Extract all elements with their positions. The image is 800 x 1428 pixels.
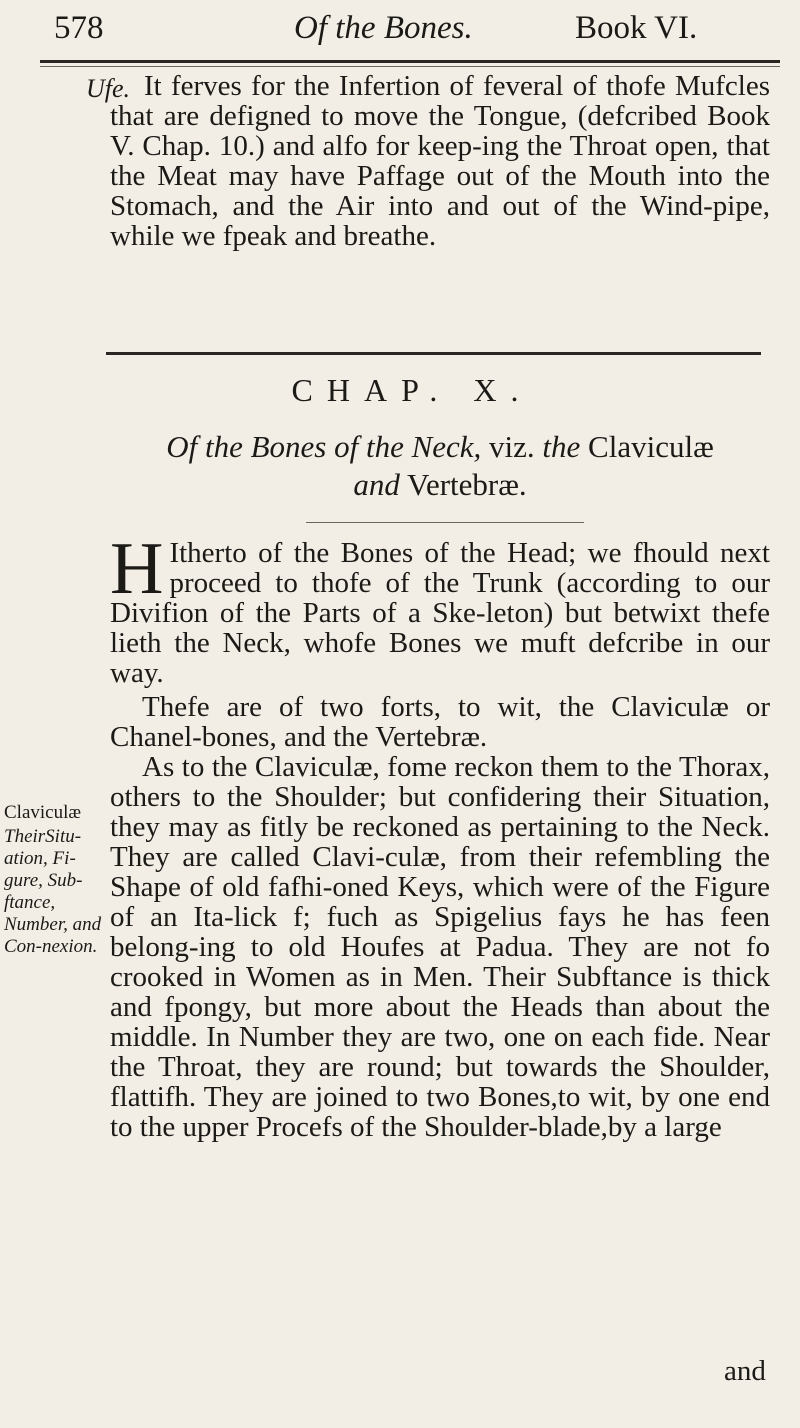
chapter-heading: CHAP. X. [291, 372, 533, 408]
chapter-title-and: and [353, 467, 400, 502]
chapter-title-the: the [542, 429, 581, 464]
paragraph-hitherto [110, 528, 770, 689]
chapter-title-vert: Vertebræ. [399, 467, 527, 502]
section-rule [106, 352, 761, 355]
margin-note-claviculae: Claviculæ [4, 802, 82, 823]
header-rule [40, 60, 780, 63]
running-title: Of the Bones. [294, 10, 473, 46]
running-head [40, 4, 770, 64]
chapter-rule [306, 522, 584, 523]
margin-note-situation: TheirSitu-ation, Fi-gure, Sub-ftance, Number, and Con-nexion. [4, 826, 102, 957]
margin-note-use: Ufe. [86, 74, 131, 103]
paragraph-hitherto-text: Itherto of the Bones of the Head; we fhould next proceed to thofe of the Trunk (according to our Divifion of the Parts of a Ske-leton) but betwixt thefe lieth the Neck, whofe Bones we muft defcribe in our way. [110, 537, 770, 689]
paragraph-use: It ferves for the Infertion of feveral of thofe Mufcles that are defigned to move the Tongue, (defcribed Book V. Chap. 10.) and alfo for keep-ing the Throat open, that the Meat may have Paffage out of the Mouth into the Stomach, and the Air into and out of the Wind-pipe, while we fpeak and breathe. [110, 70, 770, 252]
page-number: 578 [54, 10, 104, 46]
header-rule-thin [40, 66, 780, 67]
catchword: and [724, 1355, 766, 1387]
drop-cap: H [110, 528, 164, 610]
paragraph-two-sorts: Thefe are of two forts, to wit, the Claviculæ or Chanel-bones, and the Vertebræ. [110, 691, 770, 753]
chapter-title [110, 428, 770, 504]
chapter-title-part: Of the Bones of the Neck, [166, 429, 482, 464]
book-label: Book VI. [575, 10, 698, 46]
paragraph-claviculae: As to the Claviculæ, fome reckon them to the Thorax, others to the Shoulder; but confidering their Situation, they may as fitly be reckoned as pertaining to the Neck. They are called Clavi-culæ, from their refembling the Shape of old fafhi-oned Keys, which were of the Figure of an Ita-lick f; fuch as Spigelius fays he has feen belong-ing to old Houfes at Padua. They are not fo crooked in Women as in Men. Their Subftance is thick and fpongy, but more about the Heads than about the middle. In Number they are two, one on each fide. Near the Throat, they are round; but towards the Shoulder, flattifh. They are joined to two Bones,to wit, by one end to the upper Procefs of the Shoulder-blade,by a large [110, 751, 770, 1143]
chapter-title-viz: viz. [481, 429, 543, 464]
chapter-title-clav: Claviculæ [580, 429, 714, 464]
